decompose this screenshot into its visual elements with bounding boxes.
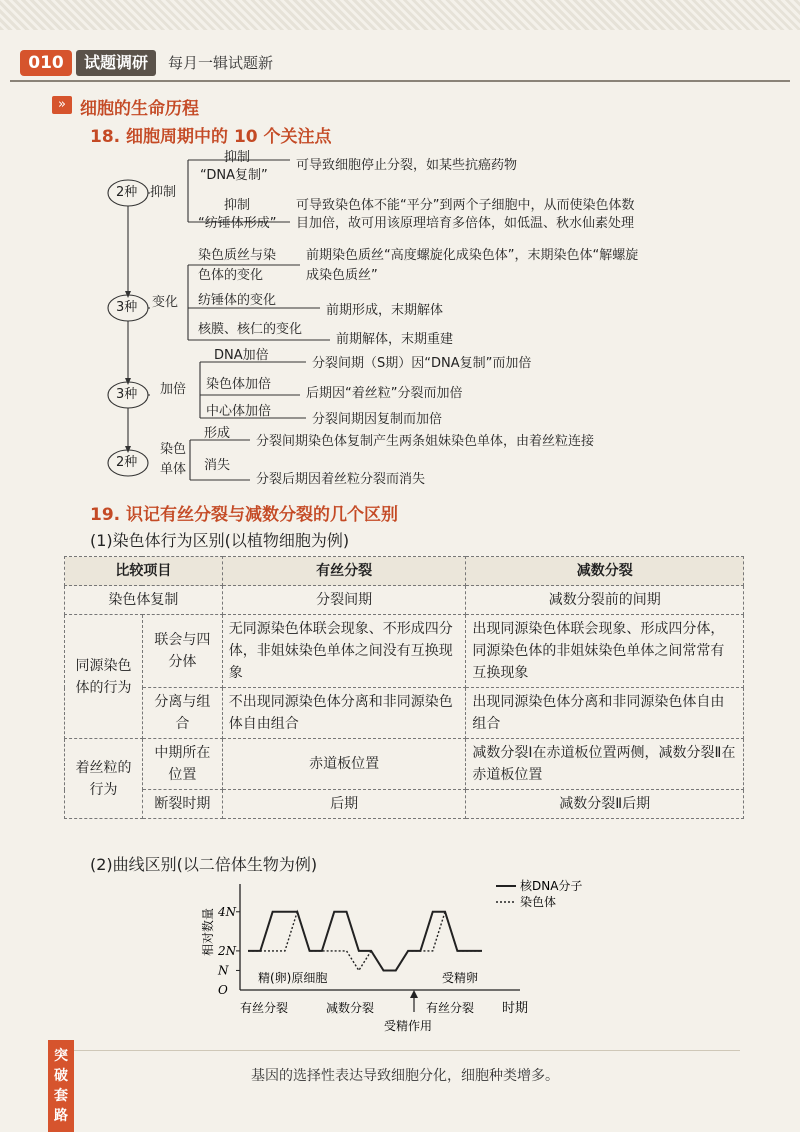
cell-meiosis: 出现同源染色体分离和非同源染色体自由组合 bbox=[466, 688, 744, 739]
side-tab: 突破套路 bbox=[48, 1040, 74, 1132]
curve-chart bbox=[190, 872, 610, 1046]
header-meiosis: 减数分裂 bbox=[466, 557, 744, 586]
cell-item: 染色体复制 bbox=[65, 586, 223, 615]
g3-item2-desc: 后期因“着丝粒”分裂而加倍 bbox=[306, 386, 463, 401]
g3-item3-line1: 中心体加倍 bbox=[206, 404, 272, 419]
cell-item: 分离与组合 bbox=[142, 688, 222, 739]
page-header bbox=[10, 48, 790, 82]
g2-item1-desc2: 成染色质丝” bbox=[306, 268, 378, 283]
table-row bbox=[65, 790, 744, 819]
table-header-row bbox=[65, 557, 744, 586]
table-row bbox=[65, 688, 744, 739]
g4-item1-line1: 形成 bbox=[204, 426, 231, 441]
g1-item2-desc1: 可导致染色体不能“平分”到两个子细胞中，从而使染色体数 bbox=[296, 198, 635, 213]
y-tick-label: 2N bbox=[218, 943, 237, 958]
g2-item2-line1: 纺锤体的变化 bbox=[198, 293, 277, 308]
g1-item1-desc: 可导致细胞停止分裂，如某些抗癌药物 bbox=[296, 158, 518, 173]
topic19-sub2: (2)曲线区别(以二倍体生物为例) bbox=[90, 855, 318, 874]
cell-meiosis: 减数分裂前的间期 bbox=[466, 586, 744, 615]
cell-label-1: 精(卵)原细胞 bbox=[258, 971, 328, 985]
cell-mitosis: 无同源染色体联会现象、不形成四分体，非姐妹染色单体之间没有互换现象 bbox=[222, 615, 466, 688]
topic18-title: 18. 细胞周期中的 10 个关注点 bbox=[90, 127, 332, 147]
g3-item2-line1: 染色体加倍 bbox=[206, 377, 272, 392]
series-title: 试题调研 bbox=[76, 50, 156, 76]
topic19-title: 19. 识记有丝分裂与减数分裂的几个区别 bbox=[90, 505, 399, 525]
cell-meiosis: 减数分裂Ⅰ在赤道板位置两侧，减数分裂Ⅱ在赤道板位置 bbox=[466, 739, 744, 790]
header-subtitle: 每月一辑试题新 bbox=[168, 54, 274, 72]
fertilization-label: 受精作用 bbox=[384, 1019, 433, 1033]
g3-item1-line1: DNA加倍 bbox=[214, 348, 269, 363]
legend-dna: 核DNA分子 bbox=[520, 879, 583, 893]
group-3-label: 加倍 bbox=[160, 382, 187, 397]
table-row bbox=[65, 739, 744, 790]
cell-label-2: 受精卵 bbox=[442, 971, 479, 985]
cell-mitosis: 不出现同源染色体分离和非同源染色体自由组合 bbox=[222, 688, 466, 739]
y-tick-label: O bbox=[218, 983, 228, 997]
y-axis-label: 相对数量 bbox=[201, 907, 215, 957]
g1-item2-line1: 抑制 bbox=[224, 198, 251, 213]
group-1-label: 抑制 bbox=[150, 185, 177, 200]
phase-label-1: 有丝分裂 bbox=[240, 1001, 289, 1015]
node-3: 3种 bbox=[116, 387, 138, 402]
g2-item2-desc: 前期形成，末期解体 bbox=[326, 303, 444, 318]
node-2: 3种 bbox=[116, 300, 138, 315]
comparison-table bbox=[64, 556, 744, 819]
table-row bbox=[65, 586, 744, 615]
fertilization-arrow-head bbox=[410, 990, 418, 998]
table-row bbox=[65, 615, 744, 688]
g4-item2-line1: 消失 bbox=[204, 458, 231, 473]
cell-item: 中期所在位置 bbox=[142, 739, 222, 790]
legend-chromosome: 染色体 bbox=[520, 895, 557, 909]
header-mitosis: 有丝分裂 bbox=[222, 557, 466, 586]
footer-text: 基因的选择性表达导致细胞分化，细胞种类增多。 bbox=[251, 1068, 559, 1084]
g1-item1-line1: 抑制 bbox=[224, 150, 251, 165]
curve-chart-svg bbox=[190, 872, 610, 1042]
g2-item1-line2: 色体的变化 bbox=[198, 268, 264, 283]
section-title: 细胞的生命历程 bbox=[80, 99, 199, 119]
cell-mitosis: 分裂间期 bbox=[222, 586, 466, 615]
y-tick-label: N bbox=[218, 963, 229, 978]
page-footer bbox=[70, 1050, 740, 1111]
group-4-label-1: 染色 bbox=[160, 442, 187, 457]
top-decoration bbox=[0, 0, 800, 30]
g3-item1-desc: 分裂间期（S期）因“DNA复制”而加倍 bbox=[312, 356, 532, 371]
cell-item: 联会与四分体 bbox=[142, 615, 222, 688]
g3-item3-desc: 分裂间期因复制而加倍 bbox=[312, 412, 443, 427]
cell-meiosis: 出现同源染色体联会现象、形成四分体，同源染色体的非姐妹染色单体之间常常有互换现象 bbox=[466, 615, 744, 688]
cell-item: 断裂时期 bbox=[142, 790, 222, 819]
cell-mitosis: 赤道板位置 bbox=[222, 739, 466, 790]
phase-label-3: 有丝分裂 bbox=[426, 1001, 475, 1015]
g1-item2-line2: “纺锤体形成” bbox=[198, 216, 277, 231]
node-4: 2种 bbox=[116, 455, 138, 470]
header-item: 比较项目 bbox=[65, 557, 223, 586]
cell-mitosis: 后期 bbox=[222, 790, 466, 819]
cell-group: 着丝粒的行为 bbox=[65, 739, 143, 819]
g4-item2-desc: 分裂后期因着丝粒分裂而消失 bbox=[256, 472, 426, 487]
g1-item2-desc2: 目加倍，故可用该原理培育多倍体，如低温、秋水仙素处理 bbox=[296, 216, 635, 231]
g1-item1-line2: “DNA复制” bbox=[200, 168, 268, 183]
group-2-label: 变化 bbox=[152, 295, 179, 310]
g2-item3-desc: 前期解体，末期重建 bbox=[336, 332, 454, 347]
y-tick-label: 4N bbox=[218, 904, 237, 919]
node-1: 2种 bbox=[116, 185, 138, 200]
chevron-right-icon: » bbox=[52, 96, 72, 114]
x-axis-label: 时期 bbox=[502, 1001, 529, 1016]
cell-meiosis: 减数分裂Ⅱ后期 bbox=[466, 790, 744, 819]
g2-item3-line1: 核膜、核仁的变化 bbox=[198, 322, 303, 337]
cell-group: 同源染色体的行为 bbox=[65, 615, 143, 739]
topic19-sub1: (1)染色体行为区别(以植物细胞为例) bbox=[90, 531, 350, 550]
group-4-label-2: 单体 bbox=[160, 462, 187, 477]
g2-item1-desc1: 前期染色质丝“高度螺旋化成染色体”，末期染色体“解螺旋 bbox=[306, 248, 639, 263]
g4-item1-desc: 分裂间期染色体复制产生两条姐妹染色单体，由着丝粒连接 bbox=[256, 434, 595, 449]
page-number: 010 bbox=[20, 50, 72, 76]
phase-label-2: 减数分裂 bbox=[326, 1001, 375, 1015]
g2-item1-line1: 染色质丝与染 bbox=[198, 248, 277, 263]
